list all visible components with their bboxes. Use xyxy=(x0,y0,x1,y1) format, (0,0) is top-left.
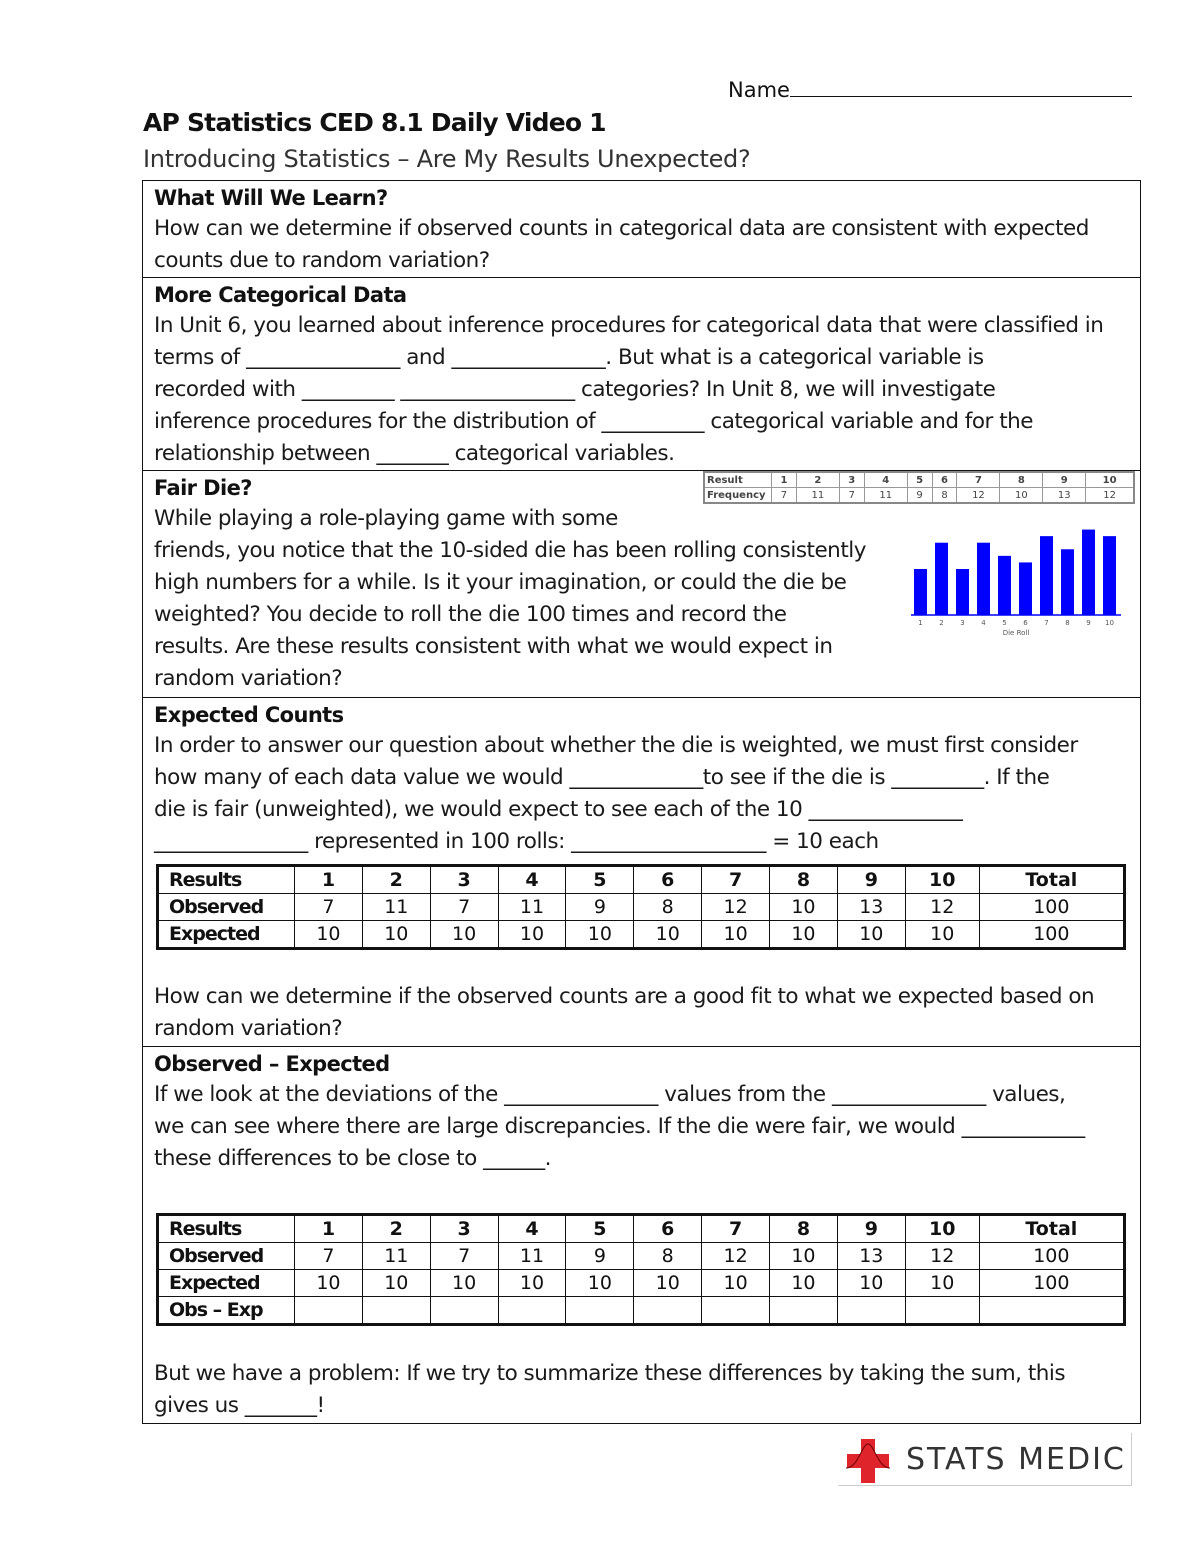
text-line: friends, you notice that the 10-sided die has been rolling consistently xyxy=(154,538,866,563)
text-line: But we have a problem: If we try to summarize these differences by taking the sum, this xyxy=(154,1361,1066,1386)
table-cell: 1 xyxy=(295,1215,363,1243)
table-cell: 10 xyxy=(837,921,905,949)
table-cell: 10 xyxy=(634,921,702,949)
table-cell: 11 xyxy=(362,1243,430,1270)
table-cell: 6 xyxy=(634,866,702,894)
text-line: results. Are these results consistent with what we would expect in xyxy=(154,634,833,659)
x-tick-label: 6 xyxy=(1023,619,1028,627)
row-label: Observed xyxy=(158,894,295,921)
table-cell: 8 xyxy=(770,866,838,894)
table-cell: 9 xyxy=(566,1243,634,1270)
table-cell: 10 xyxy=(295,921,363,949)
table-cell: 7 xyxy=(702,866,770,894)
row-label: Frequency xyxy=(704,488,772,504)
table-cell: 10 xyxy=(430,1270,498,1297)
name-line[interactable] xyxy=(790,76,1132,97)
table-cell: 11 xyxy=(864,488,907,504)
table-cell: 11 xyxy=(362,894,430,921)
text-line: these differences to be close to ______. xyxy=(154,1146,551,1171)
text-line: die is fair (unweighted), we would expect to see each of the 10 _______________ xyxy=(154,797,963,822)
table-cell: 10 xyxy=(837,1270,905,1297)
table-cell: 8 xyxy=(634,894,702,921)
logo-text: STATS MEDIC xyxy=(906,1442,1126,1477)
table-cell: 10 xyxy=(905,1270,979,1297)
table-cell: 9 xyxy=(837,866,905,894)
table-cell: 13 xyxy=(837,1243,905,1270)
bar xyxy=(935,543,948,615)
table-cell: 8 xyxy=(770,1215,838,1243)
table-cell: 12 xyxy=(702,1243,770,1270)
x-tick-label: 4 xyxy=(981,619,986,627)
table-cell: 10 xyxy=(770,894,838,921)
row-label: Result xyxy=(704,472,772,488)
table-cell: 10 xyxy=(702,921,770,949)
table-cell: 8 xyxy=(1000,472,1043,488)
table-cell: 10 xyxy=(905,921,979,949)
table-cell[interactable] xyxy=(979,1297,1124,1325)
table-row xyxy=(158,1270,1125,1297)
section-expected-counts xyxy=(143,698,1140,1047)
table-cell: 4 xyxy=(498,866,566,894)
table-cell[interactable] xyxy=(837,1297,905,1325)
table-cell: 10 xyxy=(362,1270,430,1297)
row-label: Observed xyxy=(158,1243,295,1270)
x-tick-label: 7 xyxy=(1044,619,1049,627)
text-line: gives us _______! xyxy=(154,1393,325,1418)
text-line: we can see where there are large discrepancies. If the die were fair, we would ____________ xyxy=(154,1114,1085,1139)
table-cell: 5 xyxy=(566,1215,634,1243)
table-cell: 4 xyxy=(864,472,907,488)
table-cell: 10 xyxy=(498,1270,566,1297)
table-cell[interactable] xyxy=(566,1297,634,1325)
x-tick-label: 10 xyxy=(1105,619,1114,627)
table-cell: 10 xyxy=(566,921,634,949)
table-cell: 1 xyxy=(295,866,363,894)
table-cell: 10 xyxy=(1086,472,1134,488)
table-cell: 9 xyxy=(837,1215,905,1243)
text-line: random variation? xyxy=(154,1016,343,1041)
table-cell: 1 xyxy=(772,472,797,488)
text-line: inference procedures for the distribution of __________ categorical variable and for the xyxy=(154,409,1033,434)
x-tick-label: 8 xyxy=(1065,619,1070,627)
table-cell: 10 xyxy=(770,1243,838,1270)
table-cell: 11 xyxy=(796,488,839,504)
table-row xyxy=(158,921,1125,949)
obs-minus-exp-table xyxy=(156,1213,1126,1326)
table-row xyxy=(158,894,1125,921)
table-cell: 10 xyxy=(770,1270,838,1297)
table-cell: Total xyxy=(979,866,1124,894)
table-cell: 6 xyxy=(634,1215,702,1243)
table-cell: 12 xyxy=(905,894,979,921)
table-cell: 10 xyxy=(498,921,566,949)
text-line: While playing a role-playing game with some xyxy=(154,506,618,531)
table-cell: 7 xyxy=(430,1243,498,1270)
table-cell: 12 xyxy=(702,894,770,921)
text-line: relationship between _______ categorical variables. xyxy=(154,441,675,466)
section-heading: More Categorical Data xyxy=(154,283,407,307)
section-observed-expected xyxy=(143,1047,1140,1423)
table-cell: 2 xyxy=(796,472,839,488)
table-cell[interactable] xyxy=(430,1297,498,1325)
table-cell[interactable] xyxy=(770,1297,838,1325)
x-tick-label: 1 xyxy=(918,619,923,627)
bar xyxy=(956,569,969,615)
text-line: how many of each data value we would _____________to see if the die is _________. If the xyxy=(154,765,1050,790)
text-line: If we look at the deviations of the _______________ values from the _______________ values, xyxy=(154,1082,1066,1107)
table-cell: 8 xyxy=(634,1243,702,1270)
table-row xyxy=(158,1215,1125,1243)
table-cell: 7 xyxy=(957,472,1000,488)
bar xyxy=(1061,549,1074,615)
table-cell: 7 xyxy=(430,894,498,921)
section-more-categorical xyxy=(143,278,1140,471)
table-cell: 10 xyxy=(1000,488,1043,504)
table-cell: 10 xyxy=(634,1270,702,1297)
text-line: terms of _______________ and _______________. But what is a categorical variable is xyxy=(154,345,984,370)
row-label: Results xyxy=(158,1215,295,1243)
table-row xyxy=(704,488,1134,504)
table-cell[interactable] xyxy=(905,1297,979,1325)
medical-cross-icon xyxy=(844,1439,894,1483)
row-label: Results xyxy=(158,866,295,894)
text-line: random variation? xyxy=(154,666,343,691)
table-cell: 9 xyxy=(907,488,932,504)
bar xyxy=(1040,536,1053,615)
table-cell[interactable] xyxy=(702,1297,770,1325)
table-cell: 12 xyxy=(1086,488,1134,504)
table-cell: 10 xyxy=(362,921,430,949)
x-tick-label: 5 xyxy=(1002,619,1007,627)
table-cell[interactable] xyxy=(634,1297,702,1325)
x-tick-label: 3 xyxy=(960,619,965,627)
table-cell: 7 xyxy=(295,894,363,921)
table-cell: 8 xyxy=(932,488,957,504)
table-cell: 12 xyxy=(905,1243,979,1270)
text-line: How can we determine if the observed counts are a good fit to what we expected based on xyxy=(154,984,1095,1009)
section-fair-die xyxy=(143,471,1140,698)
die-roll-bar-chart xyxy=(903,523,1133,643)
bar xyxy=(998,556,1011,615)
x-axis-label: Die Roll xyxy=(1002,629,1030,637)
name-label: Name xyxy=(728,78,790,102)
section-heading: What Will We Learn? xyxy=(154,186,388,210)
section-learn xyxy=(143,181,1140,278)
table-cell[interactable] xyxy=(295,1297,363,1325)
section-text: How can we determine if observed counts in categorical data are consistent with expected counts due to random variation? xyxy=(154,216,1089,273)
bar xyxy=(1103,536,1116,615)
table-cell: 10 xyxy=(905,1215,979,1243)
expected-table xyxy=(156,864,1126,950)
bar xyxy=(977,543,990,615)
text-line: _______________ represented in 100 rolls: ___________________ = 10 each xyxy=(154,829,879,854)
row-label: Expected xyxy=(158,1270,295,1297)
table-cell: 10 xyxy=(702,1270,770,1297)
section-heading: Fair Die? xyxy=(154,476,252,500)
page-title: AP Statistics CED 8.1 Daily Video 1 xyxy=(143,108,606,137)
table-cell: 10 xyxy=(295,1270,363,1297)
table-cell[interactable] xyxy=(362,1297,430,1325)
table-cell: 100 xyxy=(979,894,1124,921)
x-tick-label: 9 xyxy=(1086,619,1091,627)
table-cell: 7 xyxy=(839,488,864,504)
table-cell: 2 xyxy=(362,866,430,894)
text-line: high numbers for a while. Is it your imagination, or could the die be xyxy=(154,570,847,595)
table-cell: 3 xyxy=(839,472,864,488)
table-cell: 3 xyxy=(430,1215,498,1243)
table-cell: 9 xyxy=(566,894,634,921)
table-row xyxy=(704,472,1134,488)
table-cell: 5 xyxy=(566,866,634,894)
table-cell: 6 xyxy=(932,472,957,488)
table-cell: Total xyxy=(979,1215,1124,1243)
table-cell: 7 xyxy=(295,1243,363,1270)
table-cell: 100 xyxy=(979,921,1124,949)
table-cell[interactable] xyxy=(498,1297,566,1325)
frequency-table xyxy=(703,471,1135,504)
table-row xyxy=(158,1297,1125,1325)
row-label: Expected xyxy=(158,921,295,949)
text-line: weighted? You decide to roll the die 100 times and record the xyxy=(154,602,787,627)
table-cell: 10 xyxy=(905,866,979,894)
text-line: In Unit 6, you learned about inference procedures for categorical data that were classified in xyxy=(154,313,1104,338)
bar xyxy=(914,569,927,615)
table-cell: 4 xyxy=(498,1215,566,1243)
row-label: Obs – Exp xyxy=(158,1297,295,1325)
text-line: recorded with _________ _________________ categories? In Unit 8, we will investigate xyxy=(154,377,996,402)
table-cell: 100 xyxy=(979,1270,1124,1297)
section-heading: Expected Counts xyxy=(154,703,344,727)
table-cell: 3 xyxy=(430,866,498,894)
table-row xyxy=(158,866,1125,894)
table-cell: 10 xyxy=(566,1270,634,1297)
table-cell: 100 xyxy=(979,1243,1124,1270)
page-subtitle: Introducing Statistics – Are My Results Unexpected? xyxy=(143,145,751,173)
table-cell: 7 xyxy=(702,1215,770,1243)
table-cell: 7 xyxy=(772,488,797,504)
table-cell: 10 xyxy=(770,921,838,949)
table-cell: 13 xyxy=(1043,488,1086,504)
table-cell: 13 xyxy=(837,894,905,921)
table-cell: 12 xyxy=(957,488,1000,504)
bar xyxy=(1082,530,1095,615)
table-cell: 2 xyxy=(362,1215,430,1243)
table-cell: 11 xyxy=(498,1243,566,1270)
section-heading: Observed – Expected xyxy=(154,1052,390,1076)
content-box xyxy=(142,180,1141,1424)
text-line: In order to answer our question about whether the die is weighted, we must first consider xyxy=(154,733,1078,758)
table-cell: 11 xyxy=(498,894,566,921)
name-field[interactable] xyxy=(728,76,1132,102)
table-cell: 10 xyxy=(430,921,498,949)
table-cell: 5 xyxy=(907,472,932,488)
bar xyxy=(1019,562,1032,615)
stats-medic-logo xyxy=(838,1433,1132,1486)
x-tick-label: 2 xyxy=(939,619,944,627)
table-row xyxy=(158,1243,1125,1270)
table-cell: 9 xyxy=(1043,472,1086,488)
